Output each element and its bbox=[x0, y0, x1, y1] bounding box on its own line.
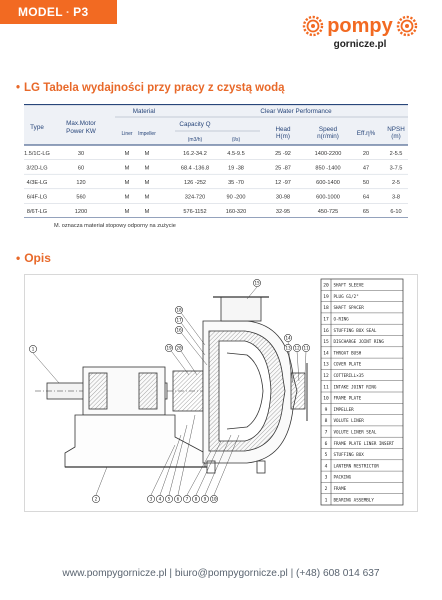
callout-number: 16 bbox=[176, 328, 182, 334]
pump-sketch bbox=[33, 287, 307, 495]
table-cell: 120 bbox=[76, 180, 86, 186]
table-cell: 20 bbox=[362, 150, 370, 157]
table-cell: 4/3E-LG bbox=[26, 180, 48, 186]
part-number: 12 bbox=[323, 374, 329, 379]
part-name: PLUG G1/2" bbox=[333, 293, 359, 299]
bullet-icon: • bbox=[16, 82, 21, 94]
col-eff: Eff.η% bbox=[356, 130, 376, 137]
intake-joint-ring bbox=[291, 373, 305, 409]
table-cell: 450-725 bbox=[317, 209, 339, 216]
table-cell: 1.5/1C-LG bbox=[24, 150, 50, 157]
part-number: 20 bbox=[323, 283, 329, 289]
part-name: LANTERN RESTRICTOR bbox=[333, 463, 379, 469]
table-cell: M bbox=[144, 165, 150, 172]
table-body bbox=[24, 151, 408, 218]
table-cell: 576-1152 bbox=[183, 209, 207, 216]
table-cell: 25 -87 bbox=[275, 165, 291, 172]
part-name: BEARING ASSEMBLY bbox=[333, 497, 374, 503]
performance-group-header: Clear Water Performance bbox=[260, 108, 332, 115]
callout-number: 5 bbox=[167, 497, 171, 503]
col-npsh-line2: (m) bbox=[391, 133, 401, 140]
table-cell: M bbox=[124, 150, 130, 157]
col-motor-line2: Power KW bbox=[66, 128, 96, 135]
part-name: COTTERILL×35 bbox=[333, 373, 364, 378]
callout-number: 14 bbox=[285, 336, 291, 342]
part-number: 2 bbox=[324, 487, 328, 492]
part-number: 19 bbox=[323, 294, 329, 300]
part-number: 18 bbox=[323, 306, 329, 312]
callout-number: 12 bbox=[294, 346, 300, 352]
part-name: COVER PLATE bbox=[333, 361, 362, 367]
callout-number: 20 bbox=[176, 346, 182, 352]
bullet-icon: • bbox=[16, 251, 21, 265]
logo-word: pompy bbox=[327, 15, 393, 37]
pump-sectional-drawing bbox=[24, 274, 418, 512]
table-cell: 25 -92 bbox=[275, 150, 291, 157]
table-cell: 30 bbox=[77, 150, 85, 157]
callout-number: 11 bbox=[303, 346, 309, 352]
table-cell: 1200 bbox=[74, 209, 88, 216]
callout-number: 6 bbox=[176, 497, 180, 503]
callout-number: 19 bbox=[166, 346, 172, 352]
col-type: Type bbox=[30, 124, 44, 131]
opis-heading-text: Opis bbox=[24, 251, 51, 265]
callout-number: 1 bbox=[31, 347, 35, 353]
table-cell: M bbox=[124, 209, 130, 216]
logo-graphic bbox=[300, 4, 420, 54]
table-cell: M bbox=[144, 150, 150, 157]
part-name: SHAFT SPACER bbox=[333, 305, 364, 311]
performance-table bbox=[24, 104, 408, 218]
col-capacity: Capacity Q bbox=[179, 121, 211, 128]
col-speed-line2: n(r/min) bbox=[317, 133, 339, 140]
part-number: 5 bbox=[324, 453, 328, 459]
table-cell: M bbox=[124, 165, 130, 172]
col-head-line1: Head bbox=[275, 126, 291, 133]
model-tab bbox=[0, 0, 117, 24]
table-cell: 64 bbox=[362, 194, 370, 201]
parts-list bbox=[321, 279, 403, 505]
table-cell: 600-1000 bbox=[316, 194, 340, 201]
bolt bbox=[257, 461, 265, 473]
part-number: 14 bbox=[323, 351, 329, 357]
footer-contact: www.pompygornicze.pl | biuro@pompygornicze.pl | (+48) 608 014 637 bbox=[62, 568, 380, 579]
opis-heading bbox=[16, 251, 51, 265]
discharge-outlet bbox=[221, 297, 261, 321]
callout-number: 18 bbox=[176, 308, 182, 314]
table-cell: 90 -200 bbox=[226, 194, 246, 201]
table-cell: 160-320 bbox=[225, 209, 247, 216]
table-cell: 60 bbox=[77, 165, 85, 172]
table-cell: 3/2D-LG bbox=[26, 165, 48, 172]
callout-number: 8 bbox=[194, 497, 198, 503]
part-name: INTAKE JOINT RING bbox=[333, 384, 377, 390]
callout-number: 3 bbox=[149, 497, 153, 503]
callout-number: 10 bbox=[211, 497, 217, 503]
callout-number: 7 bbox=[185, 497, 189, 503]
part-number: 17 bbox=[323, 317, 329, 323]
bearing-housing-right bbox=[139, 373, 157, 409]
part-number: 13 bbox=[323, 362, 329, 368]
gear-icon bbox=[398, 17, 416, 35]
callout-number: 17 bbox=[176, 318, 182, 324]
table-cell: M bbox=[144, 180, 150, 186]
table-cell: 850 -1400 bbox=[315, 165, 341, 172]
table-cell: 19 -38 bbox=[228, 165, 244, 172]
model-separator: · bbox=[65, 5, 71, 19]
gear-icon bbox=[304, 17, 322, 35]
model-code: P3 bbox=[73, 5, 89, 19]
stuffing-box bbox=[173, 371, 203, 411]
part-name: VOLUTE LINER SEAL bbox=[333, 429, 377, 435]
part-number: 3 bbox=[324, 475, 328, 481]
table-cell: 12 -97 bbox=[275, 180, 291, 186]
callout-number: 4 bbox=[158, 497, 162, 503]
company-logo bbox=[300, 4, 420, 54]
table-cell: 3-7.5 bbox=[389, 165, 403, 172]
part-number: 11 bbox=[323, 385, 329, 391]
callout-number: 9 bbox=[203, 497, 207, 503]
callout-number: 13 bbox=[285, 346, 291, 352]
table-cell: 47 bbox=[362, 165, 370, 172]
col-liner: Liner bbox=[121, 131, 133, 137]
col-speed-line1: Speed bbox=[318, 126, 338, 133]
table-cell: 65 bbox=[362, 209, 370, 216]
table-cell: 68.4 -136.8 bbox=[180, 165, 210, 172]
table-cell: 35 -70 bbox=[228, 180, 244, 186]
table-cell: 324-720 bbox=[184, 194, 206, 201]
part-name: THROAT BUSH bbox=[333, 350, 362, 356]
logo-domain: gornicze.pl bbox=[333, 39, 387, 50]
part-name: PACKING bbox=[333, 474, 352, 480]
part-name: FRAME PLATE bbox=[333, 395, 362, 401]
part-name: STUFFING BOX SEAL bbox=[333, 327, 377, 333]
drawing-svg bbox=[25, 275, 417, 511]
col-capacity-m3h: (m3/h) bbox=[187, 137, 203, 143]
callout-number: 15 bbox=[254, 281, 260, 287]
part-name: O-RING bbox=[333, 316, 349, 322]
part-number: 9 bbox=[324, 407, 328, 413]
part-number: 8 bbox=[324, 419, 328, 425]
bearing-housing-left bbox=[89, 373, 107, 409]
table-cell: 8/6T-LG bbox=[26, 209, 48, 216]
callout-number: 2 bbox=[94, 497, 98, 503]
part-name: SHAFT SLEEVE bbox=[333, 282, 364, 288]
table-cell: M bbox=[124, 180, 130, 186]
part-number: 7 bbox=[324, 430, 328, 436]
table-cell: 50 bbox=[362, 180, 370, 186]
frame bbox=[65, 415, 205, 467]
table-cell: M bbox=[144, 209, 150, 216]
material-group-header: Material bbox=[132, 108, 156, 115]
table-cell: 4.5-9.5 bbox=[227, 150, 245, 157]
part-number: 4 bbox=[324, 464, 328, 470]
part-name: FRAME PLATE LINER INSERT bbox=[333, 440, 395, 446]
table-cell: 1400-2200 bbox=[314, 150, 342, 157]
table-heading-text: LG Tabela wydajności przy pracy z czystą wodą bbox=[24, 82, 285, 94]
performance-table-svg bbox=[24, 104, 408, 218]
model-prefix: MODEL bbox=[18, 5, 63, 19]
part-number: 1 bbox=[324, 498, 328, 504]
part-name: FRAME bbox=[333, 486, 347, 491]
table-cell: 600-1400 bbox=[316, 180, 340, 186]
part-name: STUFFING BOX bbox=[333, 452, 364, 458]
table-cell: 32-95 bbox=[275, 209, 291, 216]
table-cell: 3-8 bbox=[391, 194, 401, 201]
table-cell: 6-10 bbox=[390, 209, 402, 216]
table-cell: 126 -252 bbox=[183, 180, 207, 186]
table-cell: 560 bbox=[76, 194, 86, 201]
part-name: VOLUTE LINER bbox=[333, 418, 364, 424]
part-number: 6 bbox=[324, 441, 328, 447]
col-impeller: Impeller bbox=[138, 131, 156, 137]
table-heading bbox=[16, 82, 426, 94]
col-npsh-line1: NPSH bbox=[387, 126, 405, 133]
col-motor-line1: Max.Motor bbox=[66, 120, 96, 127]
col-head-line2: H(m) bbox=[276, 133, 290, 140]
table-cell: 2-5 bbox=[391, 180, 401, 186]
part-number: 16 bbox=[323, 328, 329, 334]
part-number: 15 bbox=[323, 340, 329, 346]
part-name: DISCHARGE JOINT RING bbox=[333, 339, 384, 345]
table-cell: 16.2-34.2 bbox=[183, 150, 207, 157]
col-capacity-ls: (l/s) bbox=[231, 137, 241, 143]
table-cell: 2-5.5 bbox=[389, 150, 403, 157]
part-number: 10 bbox=[323, 396, 329, 402]
table-cell: M bbox=[144, 194, 150, 201]
table-cell: M bbox=[124, 194, 130, 201]
part-name: IMPELLER bbox=[333, 406, 354, 412]
table-note: M. oznacza materiał stopowy odporny na zużycie bbox=[54, 223, 176, 229]
table-cell: 6/4F-LG bbox=[26, 194, 48, 201]
table-cell: 30-98 bbox=[275, 194, 291, 201]
